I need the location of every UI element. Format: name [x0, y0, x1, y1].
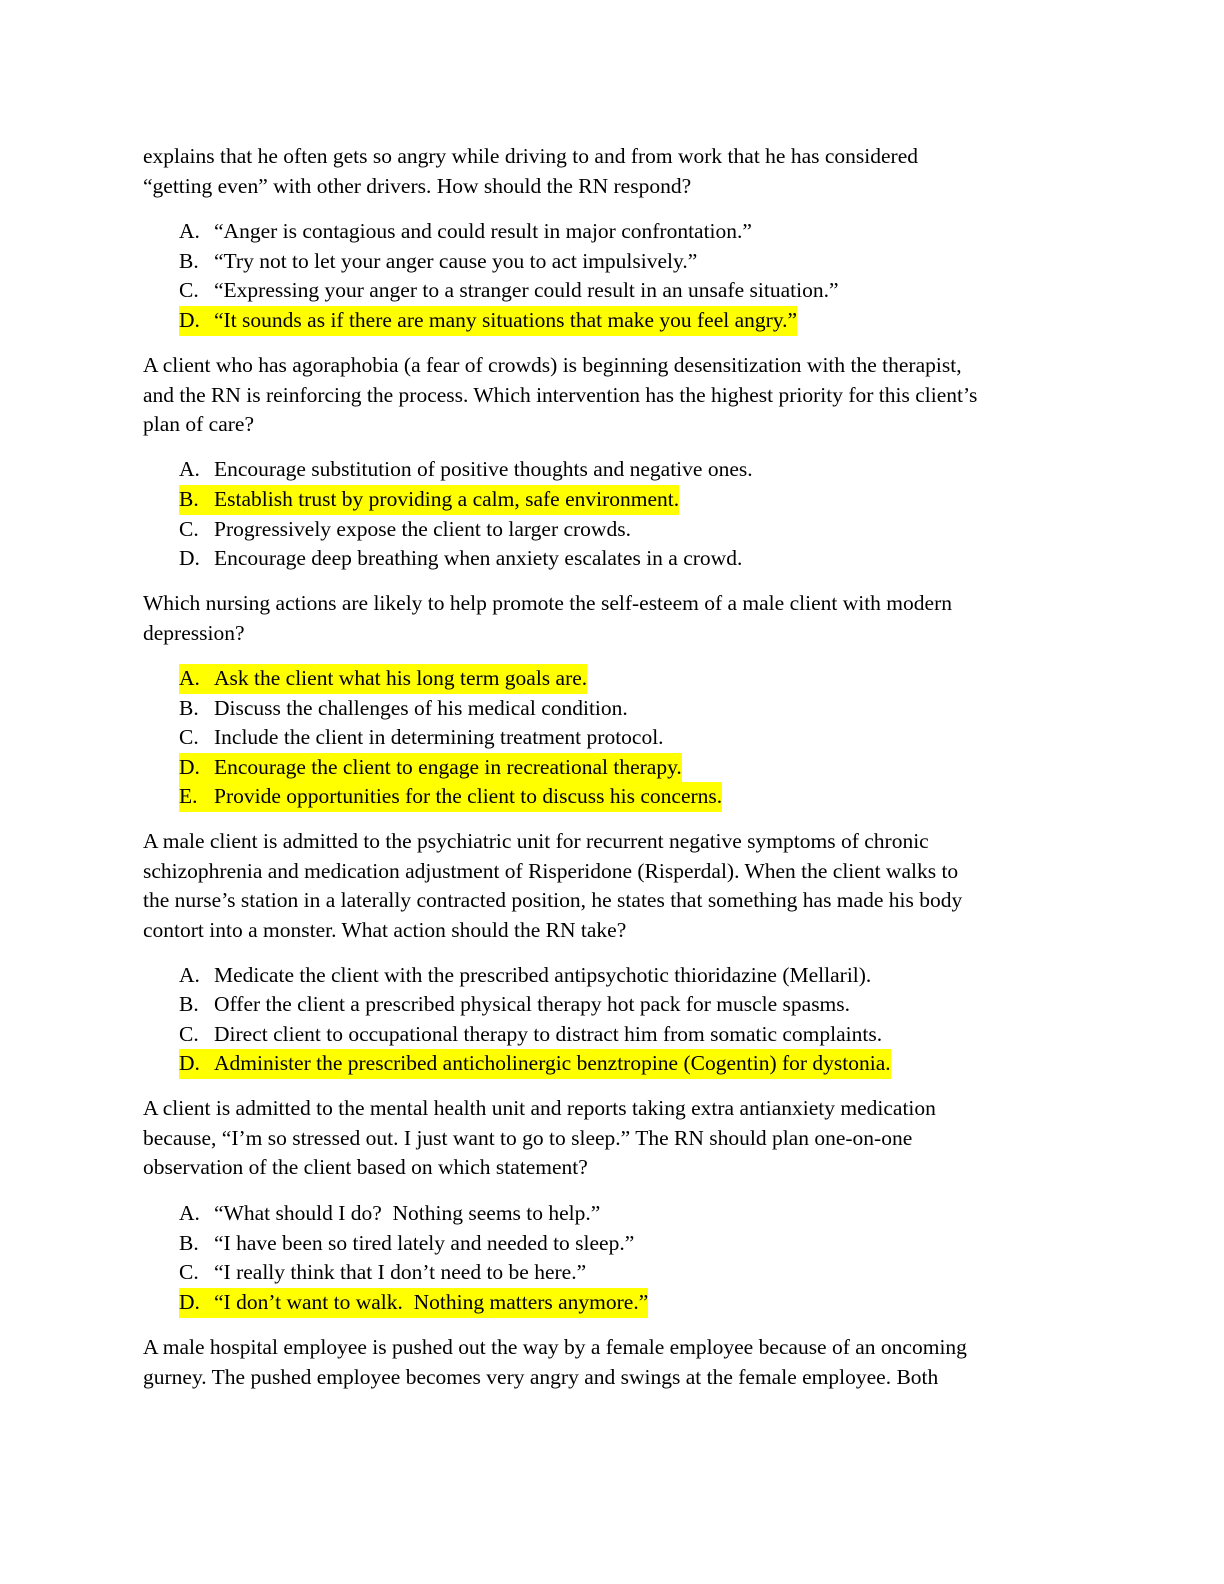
question-3-option-d-highlighted: D. Encourage the client to engage in recreational therapy.	[179, 753, 682, 783]
question-2-option-a: A. Encourage substitution of positive thoughts and negative ones.	[179, 457, 753, 481]
question-4-stem	[143, 827, 1083, 945]
question-5-option-b: B. “I have been so tired lately and needed to sleep.”	[179, 1231, 635, 1255]
question-4-option-d-highlighted: D. Administer the prescribed anticholinergic benztropine (Cogentin) for dystonia.	[179, 1049, 891, 1079]
question-1-stem	[143, 142, 1083, 201]
question-5-stem-line-3: observation of the client based on which statement?	[143, 1155, 588, 1180]
question-4-option-c: C. Direct client to occupational therapy to distract him from somatic complaints.	[179, 1022, 883, 1046]
question-5-option-d-highlighted: D. “I don’t want to walk. Nothing matters anymore.”	[179, 1288, 648, 1318]
question-2-option-d: D. Encourage deep breathing when anxiety escalates in a crowd.	[179, 546, 743, 570]
question-2-option-b-highlighted: B. Establish trust by providing a calm, safe environment.	[179, 485, 679, 515]
question-3-stem-line-1: Which nursing actions are likely to help promote the self-esteem of a male client with modern	[143, 591, 952, 615]
question-3-option-a-highlighted: A. Ask the client what his long term goals are.	[179, 664, 587, 694]
question-1-option-a: A. “Anger is contagious and could result in major confrontation.”	[179, 219, 752, 243]
question-3-stem-line-2: depression?	[143, 620, 245, 645]
question-4-stem-line-3: the nurse’s station in a laterally contracted position, he states that something has made his body	[143, 888, 963, 913]
question-3-stem	[143, 589, 1083, 648]
question-1-option-d-highlighted: D. “It sounds as if there are many situations that make you feel angry.”	[179, 306, 797, 336]
question-2-stem-line-3: plan of care?	[143, 412, 255, 437]
question-5-option-a: A. “What should I do? Nothing seems to help.”	[179, 1201, 601, 1225]
question-5-stem-line-1: A client is admitted to the mental health unit and reports taking extra antianxiety medication	[143, 1096, 936, 1120]
question-5-stem	[143, 1094, 1083, 1183]
question-2-option-c: C. Progressively expose the client to larger crowds.	[179, 517, 631, 541]
question-6-stem-line-1: A male hospital employee is pushed out the way by a female employee because of an oncoming	[143, 1335, 967, 1359]
question-3-option-c: C. Include the client in determining treatment protocol.	[179, 725, 664, 749]
question-5-stem-line-2: because, “I’m so stressed out. I just want to go to sleep.” The RN should plan one-on-one	[143, 1125, 913, 1150]
question-4-stem-line-4: contort into a monster. What action should the RN take?	[143, 917, 627, 942]
question-6-stem	[143, 1333, 1083, 1392]
question-1-stem-line-1: explains that he often gets so angry while driving to and from work that he has considered	[143, 144, 918, 168]
question-4-stem-line-2: schizophrenia and medication adjustment of Risperidone (Risperdal). When the client walks to	[143, 858, 959, 883]
question-1-option-b: B. “Try not to let your anger cause you to act impulsively.”	[179, 249, 698, 273]
question-1-stem-line-2: “getting even” with other drivers. How should the RN respond?	[143, 173, 692, 198]
question-1-option-c: C. “Expressing your anger to a stranger could result in an unsafe situation.”	[179, 278, 839, 302]
question-2-stem-line-1: A client who has agoraphobia (a fear of crowds) is beginning desensitization with the therapist,	[143, 353, 962, 377]
question-4-stem-line-1: A male client is admitted to the psychiatric unit for recurrent negative symptoms of chronic	[143, 829, 929, 853]
question-2-stem-line-2: and the RN is reinforcing the process. Which intervention has the highest priority for this client’s	[143, 382, 978, 407]
question-5-option-c: C. “I really think that I don’t need to be here.”	[179, 1260, 587, 1284]
question-6-stem-line-2: gurney. The pushed employee becomes very angry and swings at the female employee. Both	[143, 1364, 939, 1389]
question-3-option-b: B. Discuss the challenges of his medical condition.	[179, 696, 628, 720]
question-4-option-a: A. Medicate the client with the prescribed antipsychotic thioridazine (Mellaril).	[179, 963, 872, 987]
question-3-option-e-highlighted: E. Provide opportunities for the client to discuss his concerns.	[179, 782, 722, 812]
question-4-option-b: B. Offer the client a prescribed physical therapy hot pack for muscle spasms.	[179, 992, 851, 1016]
question-2-stem	[143, 351, 1083, 440]
